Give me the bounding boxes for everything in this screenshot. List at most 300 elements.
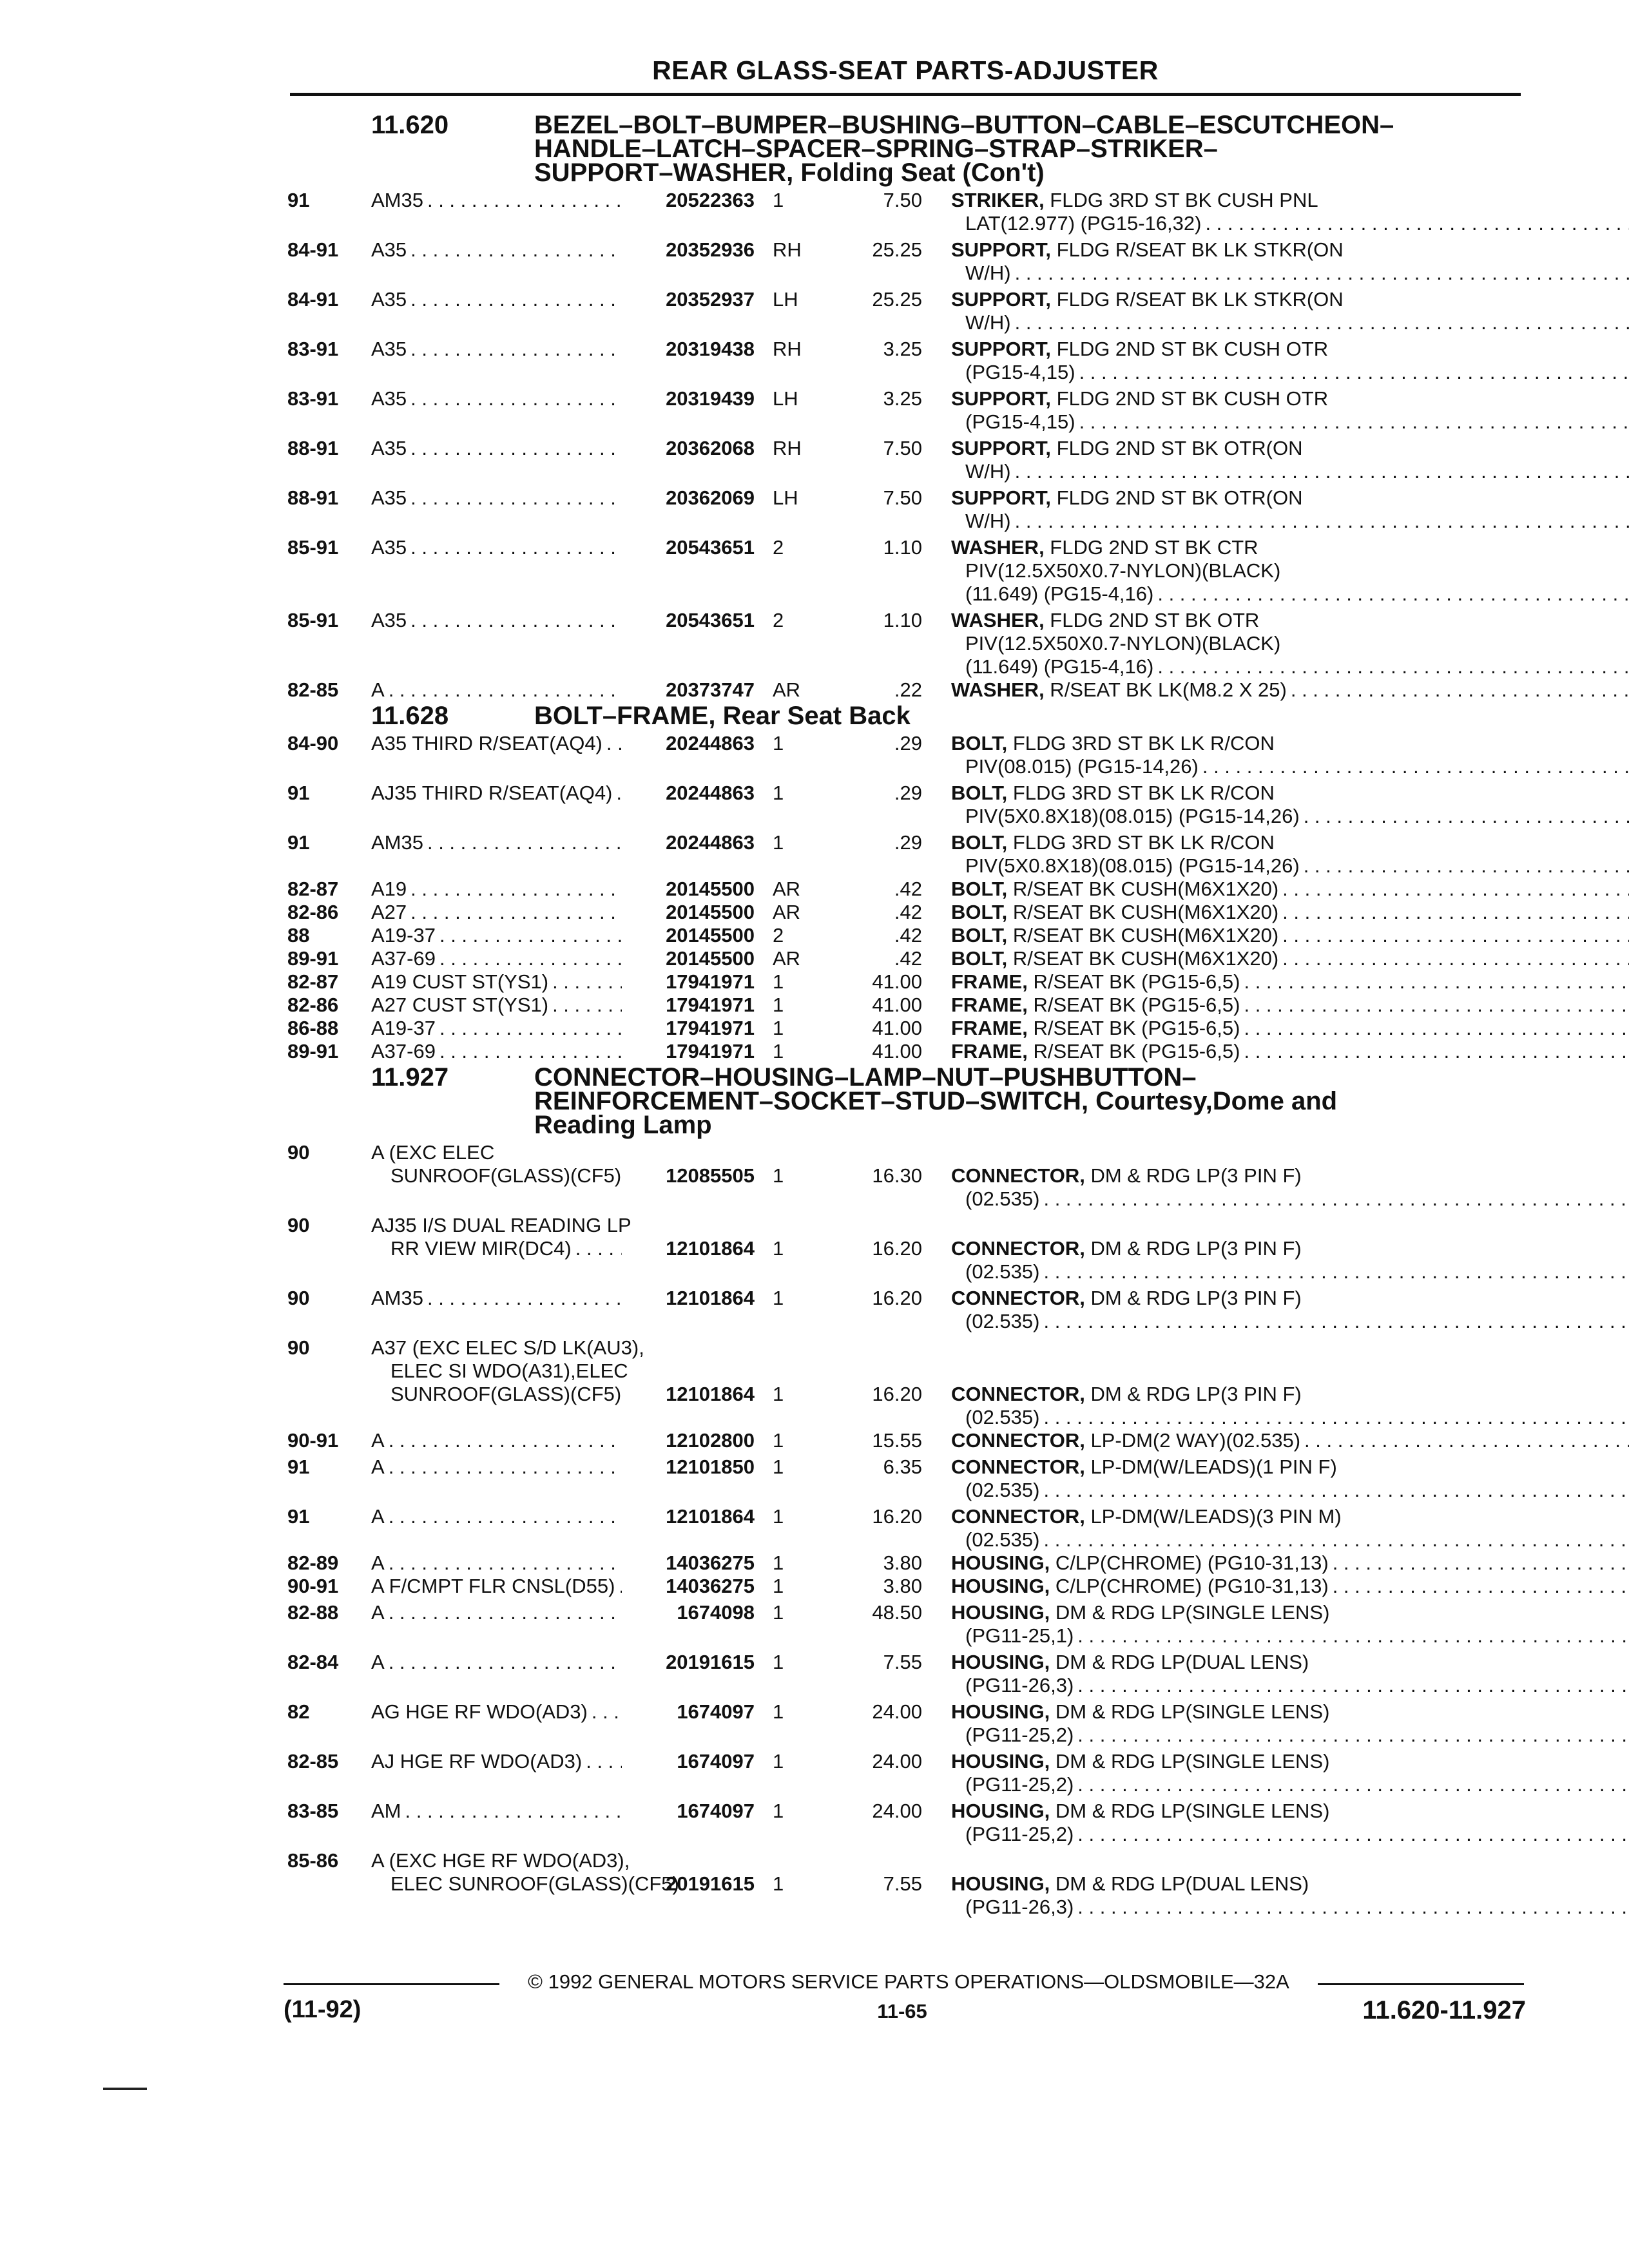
dot-leader — [389, 1429, 622, 1452]
part-number: 20319438 — [666, 338, 755, 360]
description-text: FLDG 3RD ST BK LK R/CON — [1007, 831, 1275, 854]
dot-leader — [1282, 878, 1629, 901]
application — [371, 1552, 626, 1575]
description-line — [951, 288, 1629, 311]
application-line — [371, 1336, 644, 1360]
dot-leader — [1333, 1575, 1629, 1598]
dot-leader — [1244, 970, 1629, 994]
section-title — [534, 1063, 1525, 1139]
description-line — [951, 970, 1629, 994]
part-row — [287, 1017, 1525, 1040]
description-line — [951, 1601, 1629, 1624]
description-text: PIV(12.5X50X0.7-NYLON)(BLACK) — [965, 559, 1281, 582]
description-noun: BOLT, — [951, 831, 1008, 854]
description-text: DM & RDG LP(DUAL LENS) — [1050, 1651, 1309, 1673]
dot-leader — [410, 238, 622, 262]
description-text: C/LP(CHROME) (PG10-31,13) — [1050, 1575, 1329, 1597]
description — [922, 1383, 1629, 1429]
description-text: FLDG 3RD ST BK CUSH PNL — [1044, 189, 1318, 211]
description-line — [951, 1479, 1629, 1502]
description-text: DM & RDG LP(3 PIN F) — [1084, 1287, 1302, 1309]
application-text: A37-69 — [371, 947, 436, 970]
dot-leader — [616, 782, 622, 805]
dot-leader — [1157, 582, 1629, 606]
model-year: 82-85 — [287, 678, 339, 701]
model-year: 85-91 — [287, 536, 339, 559]
application — [371, 1750, 626, 1796]
part-number: 20244863 — [666, 782, 755, 804]
part-row — [287, 901, 1525, 924]
description — [922, 1552, 1629, 1575]
part-number: 17941971 — [666, 1040, 755, 1062]
application — [371, 678, 626, 702]
description-text: PIV(12.5X50X0.7-NYLON)(BLACK) — [965, 632, 1281, 655]
quantity: 1 — [773, 1383, 784, 1405]
description-line — [951, 878, 1629, 901]
dot-leader — [1015, 460, 1629, 483]
application — [371, 782, 626, 828]
model-year: 90 — [287, 1287, 310, 1309]
description — [922, 901, 1629, 924]
dot-leader — [439, 1017, 622, 1040]
model-year: 82-86 — [287, 994, 339, 1016]
model-year: 84-91 — [287, 288, 339, 311]
application — [371, 1287, 626, 1333]
description-text: (02.535) — [965, 1479, 1040, 1501]
footer-copyright: © 1992 GENERAL MOTORS SERVICE PARTS OPERATIONS—OLDSMOBILE—32A — [528, 1970, 1289, 1993]
header-rule — [290, 93, 1521, 96]
description-line — [951, 338, 1629, 361]
price: 48.50 — [872, 1601, 922, 1624]
description-text: (02.535) — [965, 1528, 1040, 1551]
application — [371, 901, 626, 924]
application-line — [371, 1505, 626, 1528]
description-line — [951, 212, 1629, 235]
application-line — [371, 1287, 626, 1310]
price: 1.10 — [883, 536, 922, 559]
description-line — [951, 361, 1629, 384]
footer-section-range: 11.620-11.927 — [1362, 1996, 1526, 2024]
part-row — [287, 1214, 1525, 1283]
application-line — [371, 1429, 626, 1452]
description-noun: CONNECTOR, — [951, 1237, 1085, 1260]
description — [922, 1505, 1629, 1552]
price: .29 — [894, 831, 922, 854]
application-text: A — [371, 1552, 385, 1574]
price: 24.00 — [872, 1750, 922, 1773]
application — [371, 1651, 626, 1697]
description-line — [951, 1287, 1629, 1310]
part-row — [287, 732, 1525, 778]
description-text: DM & RDG LP(SINGLE LENS) — [1050, 1601, 1330, 1624]
description-text: FLDG R/SEAT BK LK STKR(ON — [1051, 238, 1344, 261]
part-row — [287, 878, 1525, 901]
description-noun: HOUSING, — [951, 1800, 1050, 1822]
description-noun: SUPPORT, — [951, 288, 1052, 311]
model-year: 90 — [287, 1336, 310, 1359]
part-row — [287, 189, 1525, 235]
model-year: 84-90 — [287, 732, 339, 754]
application-text: A35 — [371, 609, 407, 631]
model-year: 83-91 — [287, 338, 339, 360]
description-noun: FRAME, — [951, 994, 1028, 1016]
application — [371, 970, 626, 994]
description-line — [951, 678, 1629, 702]
description-line — [951, 189, 1629, 212]
description-noun: BOLT, — [951, 878, 1008, 900]
dot-leader — [1043, 1406, 1629, 1429]
description-text: DM & RDG LP(SINGLE LENS) — [1050, 1800, 1330, 1822]
application-line — [371, 1456, 626, 1479]
application-text: A19 — [371, 878, 407, 900]
quantity: 2 — [773, 609, 784, 631]
description-text: R/SEAT BK (PG15-6,5) — [1027, 970, 1240, 993]
page-title: REAR GLASS-SEAT PARTS-ADJUSTER — [652, 55, 1159, 85]
description-text: (PG11-25,2) — [965, 1823, 1074, 1845]
description-text: (02.535) — [965, 1260, 1040, 1283]
part-number: 17941971 — [666, 1017, 755, 1039]
price: 7.50 — [883, 189, 922, 211]
application-text: A35 — [371, 288, 407, 311]
application-line — [371, 1383, 626, 1406]
model-year: 88-91 — [287, 437, 339, 459]
application-line — [371, 831, 626, 854]
description-line — [951, 1724, 1629, 1747]
quantity: 1 — [773, 1164, 784, 1187]
description-line — [951, 805, 1629, 828]
description-text: (02.535) — [965, 1187, 1040, 1210]
description-line — [951, 1896, 1629, 1919]
application-text: A35 — [371, 437, 407, 459]
quantity: 1 — [773, 1800, 784, 1822]
description — [922, 387, 1629, 434]
footer-rule-left — [284, 1983, 499, 1985]
part-number: 20191615 — [666, 1872, 755, 1895]
dot-leader — [1304, 1429, 1629, 1452]
application-line — [371, 1849, 630, 1872]
model-year: 90-91 — [287, 1429, 339, 1452]
description-text: DM & RDG LP(3 PIN F) — [1084, 1383, 1302, 1405]
description — [922, 1872, 1629, 1919]
dot-leader — [427, 189, 622, 212]
part-row — [287, 1750, 1525, 1796]
application — [371, 947, 626, 970]
description-text: PIV(5X0.8X18)(08.015) (PG15-14,26) — [965, 805, 1300, 827]
dot-leader — [427, 1287, 622, 1310]
description-line — [951, 1750, 1629, 1773]
model-year: 91 — [287, 831, 310, 854]
description-line — [951, 947, 1629, 970]
description-text: LP-DM(W/LEADS)(1 PIN F) — [1084, 1456, 1337, 1478]
part-row — [287, 831, 1525, 878]
dot-leader — [1015, 311, 1629, 334]
section-title-line: BEZEL–BOLT–BUMPER–BUSHING–BUTTON–CABLE–ESCUTCHEON– — [534, 111, 1394, 139]
quantity: LH — [773, 387, 798, 410]
description-line — [951, 1040, 1629, 1063]
description — [922, 732, 1629, 778]
application-text: A — [371, 1456, 385, 1478]
application — [371, 189, 626, 235]
description-line — [951, 1237, 1629, 1260]
application-line — [371, 1601, 626, 1624]
description-noun: HOUSING, — [951, 1651, 1050, 1673]
quantity: 1 — [773, 1017, 784, 1039]
section-title-line: SUPPORT–WASHER, Folding Seat (Con't) — [534, 159, 1045, 187]
model-year: 89-91 — [287, 1040, 339, 1062]
description-text: (PG11-25,2) — [965, 1724, 1074, 1746]
description-noun: HOUSING, — [951, 1552, 1050, 1574]
model-year: 82-86 — [287, 901, 339, 923]
description-line — [951, 1552, 1629, 1575]
quantity: RH — [773, 338, 802, 360]
description-line — [951, 559, 1629, 582]
application-text: A35 — [371, 338, 407, 360]
description — [922, 1164, 1629, 1211]
price: 16.20 — [872, 1237, 922, 1260]
footer-rule-right — [1318, 1983, 1524, 1985]
dot-leader — [1291, 678, 1629, 702]
quantity: 1 — [773, 1750, 784, 1773]
description-line — [951, 1187, 1629, 1211]
dot-leader — [1304, 854, 1629, 878]
application-text: A27 — [371, 901, 407, 923]
parts-catalog-content — [287, 111, 1525, 1919]
part-row — [287, 1700, 1525, 1747]
part-row — [287, 782, 1525, 828]
part-number: 12102800 — [666, 1429, 755, 1452]
application-text: ELEC SI WDO(A31),ELEC — [390, 1360, 628, 1382]
price: .22 — [894, 678, 922, 701]
description-noun: CONNECTOR, — [951, 1287, 1085, 1309]
application-text: A — [371, 1429, 385, 1452]
section-number: 11.927 — [371, 1063, 449, 1091]
application-text: AJ35 THIRD R/SEAT(AQ4) — [371, 782, 613, 804]
application-line — [371, 878, 626, 901]
description-noun: CONNECTOR, — [951, 1164, 1085, 1187]
description-line — [951, 655, 1629, 678]
quantity: 1 — [773, 970, 784, 993]
section-title — [534, 113, 1525, 185]
description-noun: SUPPORT, — [951, 486, 1052, 509]
application-text: A19 CUST ST(YS1) — [371, 970, 549, 993]
application-line — [371, 782, 626, 805]
application-text: A35 — [371, 238, 407, 261]
part-row — [287, 1141, 1525, 1211]
price: 3.80 — [883, 1552, 922, 1574]
quantity: 1 — [773, 1575, 784, 1597]
description-line — [951, 510, 1629, 533]
dot-leader — [1079, 410, 1629, 434]
application-line — [371, 387, 626, 410]
section-title-line: BOLT–FRAME, Rear Seat Back — [534, 702, 911, 730]
part-number: 1674098 — [677, 1601, 755, 1624]
part-number: 20145500 — [666, 924, 755, 947]
application — [371, 1849, 679, 1919]
dot-leader — [1077, 1823, 1629, 1846]
application — [371, 1505, 626, 1552]
quantity: AR — [773, 947, 801, 970]
part-number: 20543651 — [666, 609, 755, 631]
description-noun: WASHER, — [951, 536, 1045, 559]
application-text: A (EXC HGE RF WDO(AD3), — [371, 1849, 630, 1872]
quantity: 1 — [773, 1700, 784, 1723]
dot-leader — [427, 831, 622, 854]
part-number: 20244863 — [666, 831, 755, 854]
application — [371, 1800, 626, 1846]
description-noun: SUPPORT, — [951, 437, 1052, 459]
dot-leader — [389, 1456, 622, 1479]
application — [371, 1214, 631, 1283]
application — [371, 1336, 644, 1429]
part-row — [287, 486, 1525, 533]
description-text: (PG11-25,1) — [965, 1624, 1074, 1647]
quantity: AR — [773, 901, 801, 923]
application-line — [371, 238, 626, 262]
description-noun: BOLT, — [951, 924, 1008, 947]
description-noun: BOLT, — [951, 947, 1008, 970]
description — [922, 609, 1629, 678]
description-line — [951, 994, 1629, 1017]
part-row — [287, 536, 1525, 606]
part-number: 20352936 — [666, 238, 755, 261]
application-text: AM35 — [371, 189, 423, 211]
quantity: 1 — [773, 1505, 784, 1528]
description-line — [951, 437, 1629, 460]
dot-leader — [410, 387, 622, 410]
quantity: AR — [773, 878, 801, 900]
part-number: 12085505 — [666, 1164, 755, 1187]
description-text: W/H) — [965, 311, 1011, 334]
price: 41.00 — [872, 970, 922, 993]
dot-leader — [389, 1601, 622, 1624]
description-line — [951, 387, 1629, 410]
quantity: 1 — [773, 1651, 784, 1673]
dot-leader — [410, 536, 622, 559]
scan-mark — [103, 2088, 147, 2090]
part-number: 1674097 — [677, 1700, 755, 1723]
application-line — [371, 970, 626, 994]
dot-leader — [1043, 1260, 1629, 1283]
price: .42 — [894, 947, 922, 970]
description-text: W/H) — [965, 510, 1011, 532]
dot-leader — [439, 947, 622, 970]
part-number: 20352937 — [666, 288, 755, 311]
dot-leader — [592, 1700, 622, 1724]
quantity: 2 — [773, 536, 784, 559]
application-line — [371, 1750, 626, 1773]
part-row — [287, 1651, 1525, 1697]
application — [371, 1017, 626, 1040]
description-text: (PG15-4,15) — [965, 361, 1075, 383]
application-text: AM35 — [371, 831, 423, 854]
application — [371, 387, 626, 434]
part-row — [287, 1849, 1525, 1919]
section-heading — [287, 1063, 1525, 1139]
application-text: A — [371, 1601, 385, 1624]
dot-leader — [1015, 262, 1629, 285]
description-line — [951, 854, 1629, 878]
part-row — [287, 1456, 1525, 1502]
description-line — [951, 1674, 1629, 1697]
part-number: 12101864 — [666, 1237, 755, 1260]
model-year: 90 — [287, 1141, 310, 1164]
description-line — [951, 410, 1629, 434]
description-noun: CONNECTOR, — [951, 1383, 1085, 1405]
application-line — [371, 609, 626, 632]
application — [371, 238, 626, 285]
application — [371, 536, 626, 606]
application-text: A — [371, 1505, 385, 1528]
description-text: (PG15-4,15) — [965, 410, 1075, 433]
application-line — [371, 1651, 626, 1674]
part-row — [287, 1575, 1525, 1598]
description-noun: FRAME, — [951, 1040, 1028, 1062]
description-line — [951, 1800, 1629, 1823]
dot-leader — [389, 678, 622, 702]
quantity: 1 — [773, 994, 784, 1016]
application-text: A35 — [371, 387, 407, 410]
price: 1.10 — [883, 609, 922, 631]
part-row — [287, 338, 1525, 384]
price: 41.00 — [872, 994, 922, 1016]
price: 7.50 — [883, 437, 922, 459]
description-line — [951, 1505, 1629, 1528]
dot-leader — [1244, 1017, 1629, 1040]
price: 7.50 — [883, 486, 922, 509]
application-text: A35 — [371, 536, 407, 559]
description-line — [951, 782, 1629, 805]
part-number: 20543651 — [666, 536, 755, 559]
model-year: 82-87 — [287, 970, 339, 993]
model-year: 83-91 — [287, 387, 339, 410]
application-line — [371, 288, 626, 311]
application-text: RR VIEW MIR(DC4) — [390, 1237, 572, 1260]
part-row — [287, 1040, 1525, 1063]
application — [371, 831, 626, 878]
part-number: 20145500 — [666, 901, 755, 923]
description-noun: HOUSING, — [951, 1750, 1050, 1773]
part-row — [287, 970, 1525, 994]
dot-leader — [410, 486, 622, 510]
quantity: 1 — [773, 1429, 784, 1452]
application-line — [371, 338, 626, 361]
dot-leader — [410, 901, 622, 924]
description-text: (02.535) — [965, 1310, 1040, 1332]
dot-leader — [1202, 755, 1629, 778]
description-line — [951, 1164, 1629, 1187]
dot-leader — [410, 338, 622, 361]
description-line — [951, 1406, 1629, 1429]
model-year: 91 — [287, 782, 310, 804]
description — [922, 189, 1629, 235]
dot-leader — [1282, 901, 1629, 924]
description-text: PIV(5X0.8X18)(08.015) (PG15-14,26) — [965, 854, 1300, 877]
description-text: (PG11-26,3) — [965, 1674, 1074, 1696]
description — [922, 924, 1629, 947]
model-year: 85-86 — [287, 1849, 339, 1872]
price: 41.00 — [872, 1017, 922, 1039]
description-noun: STRIKER, — [951, 189, 1045, 211]
price: 41.00 — [872, 1040, 922, 1062]
application-text: AJ HGE RF WDO(AD3) — [371, 1750, 583, 1773]
description — [922, 994, 1629, 1017]
application-line — [371, 1360, 626, 1383]
description-text: FLDG 2ND ST BK CUSH OTR — [1051, 387, 1329, 410]
application-text: A35 THIRD R/SEAT(AQ4) — [371, 732, 602, 754]
description-line — [951, 1624, 1629, 1648]
description-line — [951, 1872, 1629, 1896]
description — [922, 947, 1629, 970]
